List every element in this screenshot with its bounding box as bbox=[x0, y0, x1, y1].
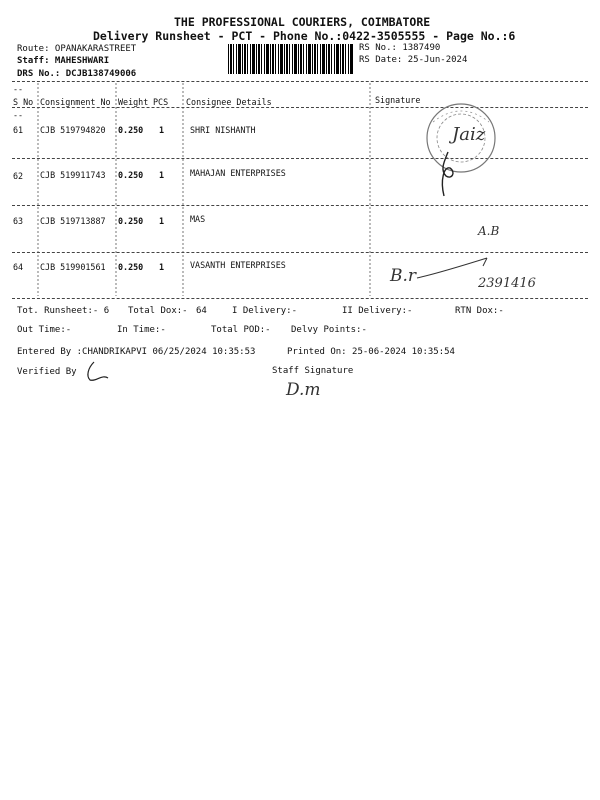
row64-signature: B.r bbox=[390, 266, 417, 286]
out-time: Out Time:- bbox=[17, 325, 72, 335]
row-consignment: CJB 519901561 bbox=[40, 262, 106, 272]
verified-by-label: Verified By bbox=[17, 367, 77, 377]
row-sno: 61 bbox=[13, 125, 24, 135]
dash-mark: -- bbox=[13, 110, 24, 120]
tot-runsheet: Tot. Runsheet:- 6 bbox=[17, 306, 110, 316]
drs-number: DRS No.: DCJB138749006 bbox=[17, 69, 137, 79]
row-pcs: 1 bbox=[159, 170, 165, 180]
route-label: Route: OPANAKARASTREET bbox=[17, 44, 137, 54]
col-header-sno: S No bbox=[13, 97, 34, 107]
in-time: In Time:- bbox=[117, 325, 166, 335]
row-consignee: MAHAJAN ENTERPRISES bbox=[190, 168, 286, 178]
runsheet-title: Delivery Runsheet - PCT - Phone No.:0422-3505555 - Page No.:6 bbox=[93, 29, 516, 43]
row-consignee: SHRI NISHANTH bbox=[190, 125, 256, 135]
row-weight: 0.250 bbox=[118, 262, 144, 272]
verified-by-signature bbox=[84, 360, 114, 384]
printed-on: Printed On: 25-06-2024 10:35:54 bbox=[287, 347, 455, 357]
dash-mark: -- bbox=[13, 84, 24, 94]
staff-signature-label: Staff Signature bbox=[272, 366, 354, 376]
total-dox-label: Total Dox:- bbox=[128, 306, 188, 316]
rs-date: RS Date: 25-Jun-2024 bbox=[359, 55, 468, 65]
rs-number: RS No.: 1387490 bbox=[359, 43, 441, 53]
entered-by: Entered By :CHANDRIKAPVI 06/25/2024 10:35:53 bbox=[17, 347, 256, 357]
total-pod: Total POD:- bbox=[211, 325, 271, 335]
staff-signature: D.m bbox=[286, 380, 321, 400]
col-header-weight: Weight bbox=[118, 97, 149, 107]
staff-label: Staff: MAHESHWARI bbox=[17, 56, 110, 66]
company-title: THE PROFESSIONAL COURIERS, COIMBATORE bbox=[174, 15, 431, 29]
row61-signature-flourish bbox=[430, 150, 470, 200]
row-pcs: 1 bbox=[159, 262, 165, 272]
i-delivery: I Delivery:- bbox=[232, 306, 298, 316]
row-sno: 63 bbox=[13, 216, 24, 226]
delvy-points: Delvy Points:- bbox=[291, 325, 367, 335]
row61-signature: Jaiz bbox=[452, 124, 486, 145]
col-header-signature: Signature bbox=[375, 95, 421, 105]
total-dox-value: 64 bbox=[196, 306, 207, 316]
row64-handwritten-number: 2391416 bbox=[478, 276, 536, 291]
row-weight: 0.250 bbox=[118, 125, 144, 135]
row-weight: 0.250 bbox=[118, 170, 144, 180]
row-consignee: VASANTH ENTERPRISES bbox=[190, 260, 286, 270]
col-header-consignment: Consignment No bbox=[40, 97, 111, 107]
row-pcs: 1 bbox=[159, 216, 165, 226]
col-header-pcs: PCS bbox=[153, 97, 169, 107]
row-pcs: 1 bbox=[159, 125, 165, 135]
row-consignee: MAS bbox=[190, 214, 206, 224]
row-weight: 0.250 bbox=[118, 216, 144, 226]
row-consignment: CJB 519911743 bbox=[40, 170, 106, 180]
row-consignment: CJB 519713887 bbox=[40, 216, 106, 226]
rtn-dox: RTN Dox:- bbox=[455, 306, 504, 316]
row-consignment: CJB 519794820 bbox=[40, 125, 106, 135]
col-header-consignee: Consignee Details bbox=[186, 97, 272, 107]
ii-delivery: II Delivery:- bbox=[342, 306, 413, 316]
row63-signature: A.B bbox=[478, 224, 500, 238]
row-sno: 64 bbox=[13, 262, 24, 272]
row-sno: 62 bbox=[13, 171, 24, 181]
